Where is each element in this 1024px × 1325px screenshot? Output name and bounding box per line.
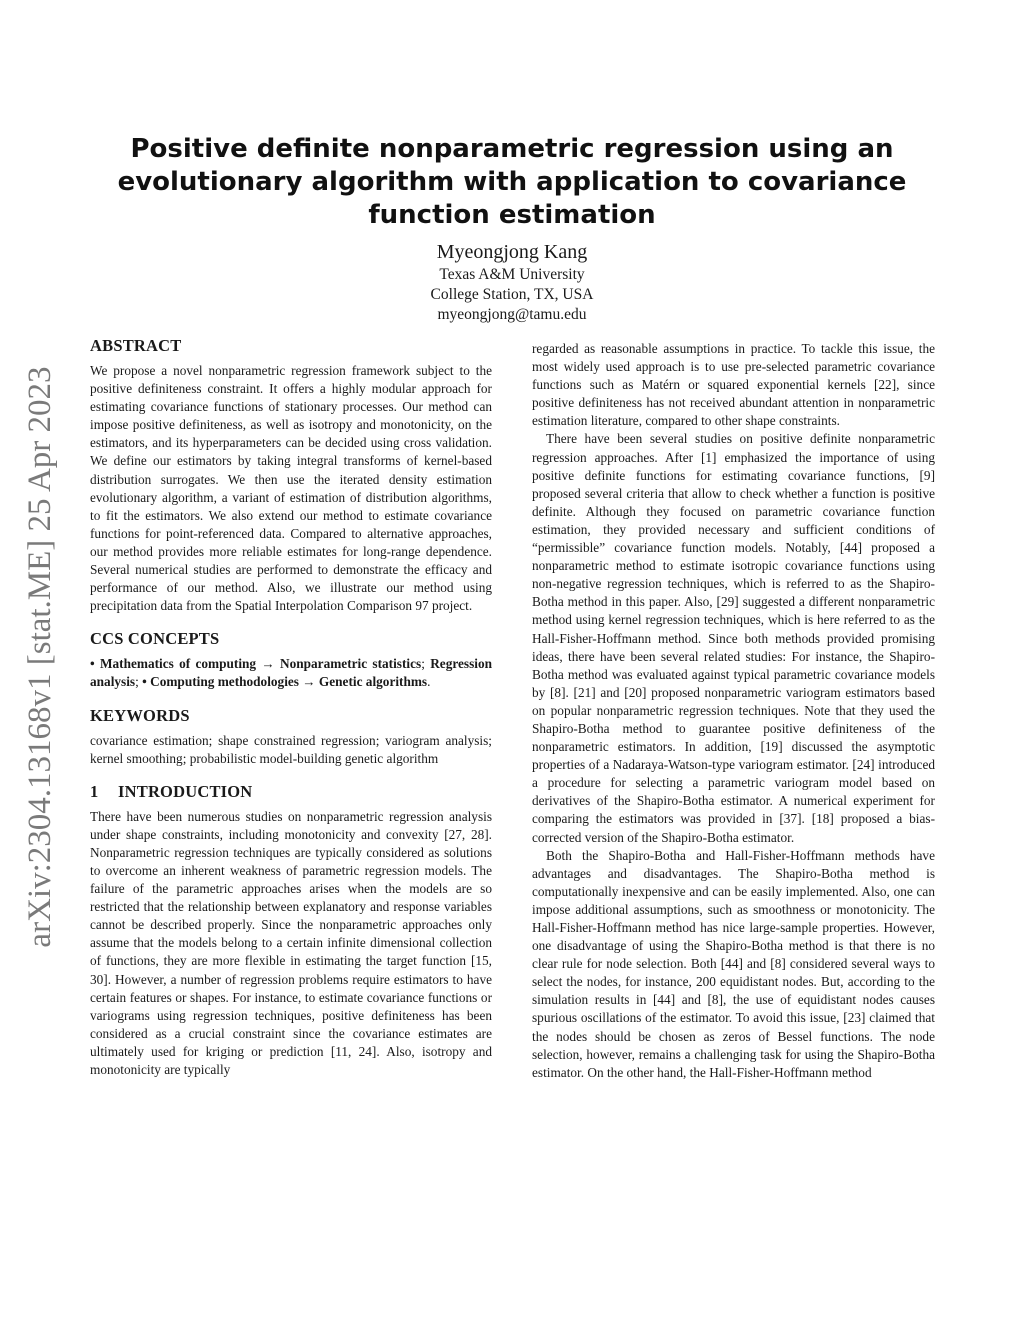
ccs-concepts-text: [90, 655, 492, 691]
abstract-text: We propose a novel nonparametric regression framework subject to the positive definiteness constraint. It offers a highly modular approach for estimating covariance functions of stationary processes. Our method can impose positive definiteness, as well as isotropy and monotonicity, on the estimators, and its hyperparameters can be decided using cross validation. We define our estimators by taking integral transforms of kernel-based distribution surrogates. We then use the iterated density estimation evolutionary algorithm, a variant of estimation of distribution algorithms, to fit the estimators. We also extend our method to estimate covariance functions for point-referenced data. Compared to alternative approaches, our method provides more reliable estimates for long-range dependence. Several numerical studies are performed to demonstrate the efficacy and performance of our method. Also, we illustrate our method using precipitation data from the Spatial Interpolation Comparison 97 project.: [90, 363, 492, 614]
keywords-text: covariance estimation; shape constrained regression; variogram analysis; kernel smoothing; probabilistic model-building genetic algorithm: [90, 732, 492, 766]
ccs-end: .: [427, 674, 431, 690]
abstract-heading: ABSTRACT: [90, 336, 182, 355]
keywords-heading: KEYWORDS: [90, 705, 190, 725]
ccs-concept-3: • Computing methodologies → Genetic algorithms: [142, 674, 428, 690]
introduction-paragraph-1: There have been numerous studies on nonparametric regression analysis under shape constraints, including monotonicity and convexity [27, 28]. Nonparametric regression techniques are typically considered as solutions to overcome an inherent weakness of parametric regression models. The failure of the parametric approaches arises when the models are so restricted that the relationship between explanatory and response variables cannot be described properly. Since the nonparametric approaches only assume that the models belong to a certain infinite dimensional collection of functions, they are more flexible in estimating the target function [15, 30]. However, a number of regression problems require estimators to have certain features or shapes. For instance, to estimate covariance functions or variograms using regression techniques, positive definiteness has been considered as a crucial constraint since the covariance estimates are ultimately used for kriging or prediction [11, 24]. Also, isotropy and monotonicity are typically: [90, 808, 492, 1077]
section-title: INTRODUCTION: [118, 781, 253, 801]
author-block: [312, 239, 712, 325]
ccs-concept-1: • Mathematics of computing → Nonparametric statistics: [90, 656, 422, 672]
author-name: Myeongjong Kang: [436, 241, 588, 263]
arxiv-identifier-stamp: arXiv:2304.13168v1 [stat.ME] 25 Apr 2023: [22, 366, 58, 948]
introduction-paragraph-2: There have been several studies on positive definite nonparametric regression approaches. After [1] emphasized the importance of using positive definite functions for estimating covariance functions, [9] proposed several criteria that allow to check whether a function is positive definite. Although they focused on parametric covariance function estimation, they provided necessary and sufficient conditions of “permissible” covariance function models. Notably, [44] proposed a nonparametric method to estimate isotropic covariance functions using non-negative regression techniques, which is referred to as the Shapiro-Botha method in this paper. Also, [29] suggested a different nonparametric method using kernel regression techniques, which is here referred to as the Hall-Fisher-Hoffmann method. Since both methods provided promising ideas, there have been several related studies: For instance, the Shapiro-Botha method was evaluated against typical parametric covariance models by [8]. [21] and [20] proposed nonparametric variogram estimators based on popular nonparametric regression techniques. Note that they used the Shapiro-Botha method to guarantee positive definiteness of the nonparametric estimators. In addition, [19] discussed the asymptotic properties of a Nadaraya-Watson-type variogram estimator. [24] introduced a procedure for selecting a parametric variogram model based on derivatives of the Shapiro-Botha estimator. A numerical experiment for comparing the estimators was provided in [37]. [18] proposed a bias-corrected version of the Shapiro-Botha estimator.: [532, 431, 935, 845]
right-column: [532, 340, 935, 1082]
ccs-concepts-heading: CCS CONCEPTS: [90, 629, 220, 649]
left-column: [90, 336, 492, 1079]
introduction-heading: [90, 782, 492, 802]
introduction-paragraph-1-continued: regarded as reasonable assumptions in practice. To tackle this issue, the most widely used approach is to use pre-selected parametric covariance functions such as Matérn or squared exponential kernels [22], since positive definiteness has not received abundant attention in nonparametric estimation literature, compared to other shape constraints.: [532, 341, 935, 429]
author-affiliation: Texas A&M University: [439, 266, 585, 283]
ccs-concept-2: Regression analysis: [90, 656, 492, 690]
author-email: myeongjong@tamu.edu: [437, 306, 587, 323]
section-number: 1: [90, 781, 99, 801]
author-location: College Station, TX, USA: [430, 286, 594, 303]
ccs-separator-2: ;: [135, 674, 143, 690]
ccs-separator-1: ;: [421, 656, 431, 672]
paper-title: Positive definite nonparametric regression using an evolutionary algorithm with application to covariance function estimation: [117, 134, 907, 230]
introduction-paragraph-3: Both the Shapiro-Botha and Hall-Fisher-Hoffmann methods have advantages and disadvantages. The Shapiro-Botha method is computationally inexpensive and can be easily implemented. Also, one can impose additional assumptions, such as smoothness or monotonicity. The Hall-Fisher-Hoffmann method has nice large-sample properties. However, one disadvantage of using the Shapiro-Botha method is that there is no clear rule for node selection. Both [44] and [8] considered several ways to select the nodes, for instance, 200 equidistant nodes. But, according to the simulation results in [44] and [8], the use of equidistant nodes causes spurious oscillations of the estimator. To avoid this issue, [23] claimed that the nodes should be chosen as zeros of Bessel functions. The node selection, however, remains a challenging task for using the Shapiro-Botha estimator. On the other hand, the Hall-Fisher-Hoffmann method: [532, 847, 935, 1080]
